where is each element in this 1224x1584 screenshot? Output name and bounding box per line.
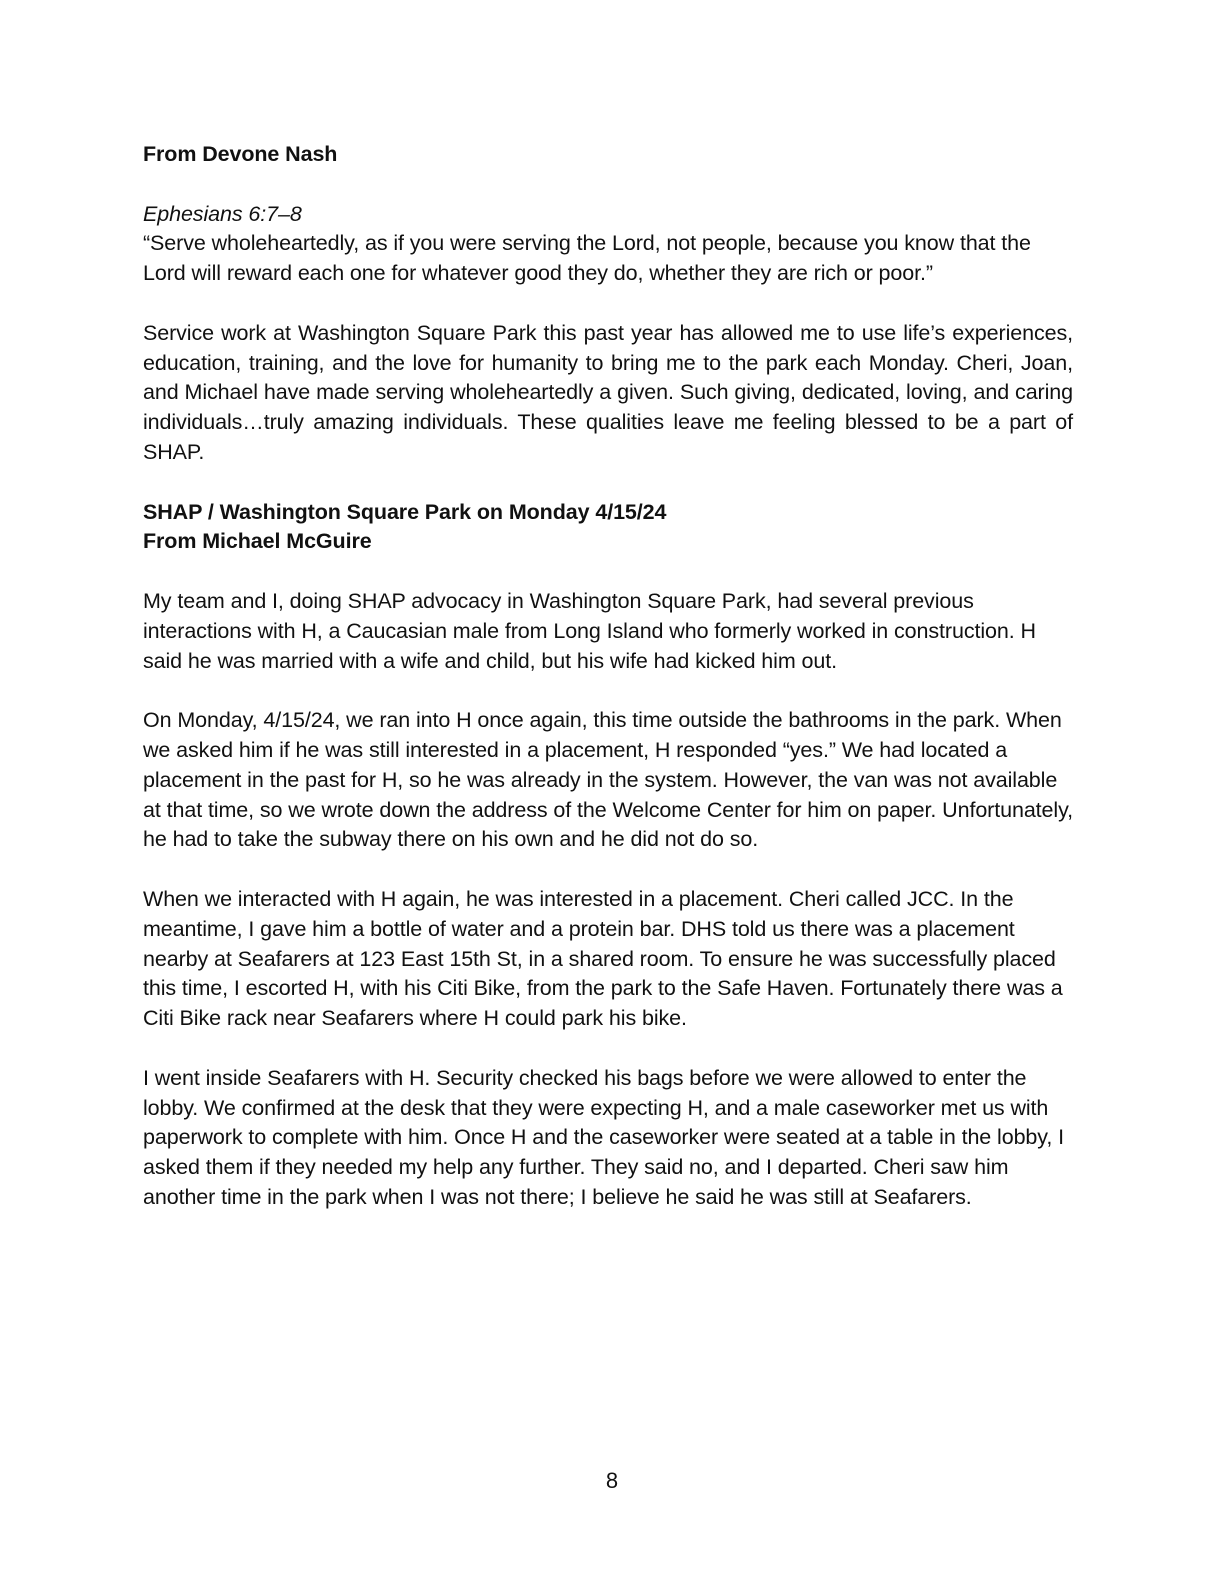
paragraph-previous-interactions: My team and I, doing SHAP advocacy in Washington Square Park, had several previous interactions with H, a Caucasian male from Long Island who formerly worked in construction. H said he was married with a wife and child, but his wife had kicked him out. [143,588,1036,673]
verse-reference: Ephesians 6:7–8 [143,201,302,226]
page-number: 8 [605,1468,619,1493]
spacer [143,676,1073,706]
spacer [143,855,1073,885]
paragraph-placement: When we interacted with H again, he was interested in a placement. Cheri called JCC. In the meantime, I gave him a bottle of water and a protein bar. DHS told us there was a placement nearby at Seafarers at 123 East 15th St, in a shared room. To ensure he was successfully placed this time, I escorted H, with his Citi Bike, from the park to the Safe Haven. Fortunately there was a Citi Bike rack near Seafarers where H could park his bike. [143,886,1063,1031]
verse-quote: “Serve wholeheartedly, as if you were serving the Lord, not people, because you know that the Lord will reward each one for whatever good they do, whether they are rich or poor.” [143,231,1031,286]
spacer [143,557,1073,587]
document-body [143,140,1073,1213]
spacer [143,170,1073,200]
section-author-michael-mcguire: From Michael McGuire [143,529,372,554]
section-heading-devone-nash: From Devone Nash [143,142,338,166]
spacer [143,1034,1073,1064]
spacer [143,468,1073,498]
spacer [143,289,1073,319]
paragraph-service-work: Service work at Washington Square Park this past year has allowed me to use life’s experiences, education, training, and the love for humanity to bring me to the park each Monday. Cheri, Joan, and Michael have made serving wholeheartedly a given. Such giving, dedicated, loving, and caring individuals…truly amazing individuals. These qualities leave me feeling blessed to be a part of SHAP. [143,320,1073,464]
paragraph-seafarers: I went inside Seafarers with H. Security checked his bags before we were allowed to enter the lobby. We confirmed at the desk that they were expecting H, and a male caseworker met us with paperwork to complete with him. Once H and the caseworker were seated at a table in the lobby, I asked them if they needed my help any further. They said no, and I departed. Cheri saw him another time in the park when I was not there; I believe he said he was still at Seafarers. [143,1065,1064,1209]
section-title-shap-report: SHAP / Washington Square Park on Monday 4/15/24 [143,499,667,524]
paragraph-monday-encounter: On Monday, 4/15/24, we ran into H once again, this time outside the bathrooms in the park. When we asked him if he was still interested in a placement, H responded “yes.” We had located a placement in the past for H, so he was already in the system. However, the van was not available at that time, so we wrote down the address of the Welcome Center for him on paper. Unfortunately, he had to take the subway there on his own and he did not do so. [143,708,1074,852]
